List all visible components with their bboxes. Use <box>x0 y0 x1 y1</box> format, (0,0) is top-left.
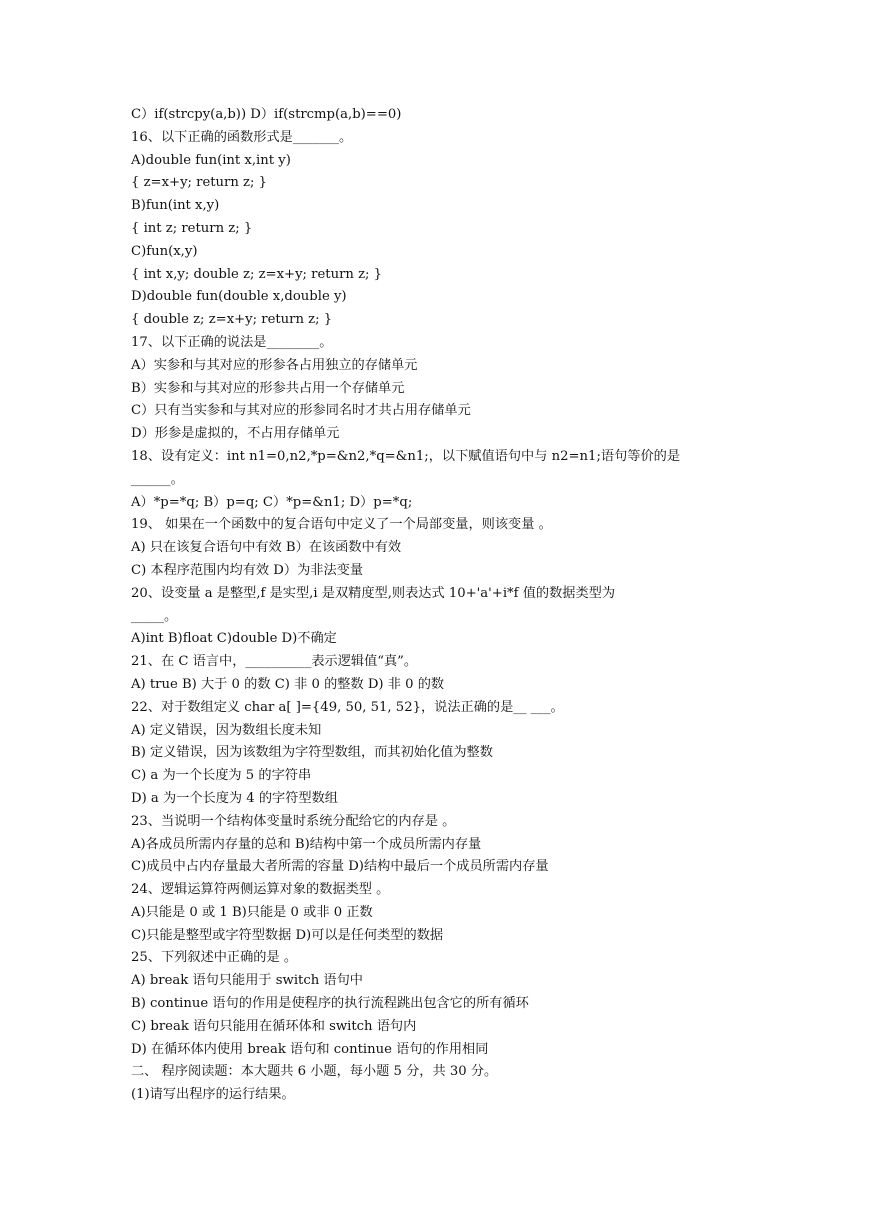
option-line: C)只能是整型或字符型数据 D)可以是任何类型的数据 <box>131 927 444 943</box>
option-line: A)int B)float C)double D)不确定 <box>131 631 337 647</box>
option-line: C) a 为一个长度为 5 的字符串 <box>131 768 312 784</box>
question-24: 24、逻辑运算符两侧运算对象的数据类型 。 <box>131 882 390 898</box>
option-line: A) 只在该复合语句中有效 B）在该函数中有效 <box>131 540 402 556</box>
code-line: { int x,y; double z; z=x+y; return z; } <box>131 266 383 282</box>
question-21: 21、在 C 语言中，__________表示逻辑值“真”。 <box>131 654 418 670</box>
question-19: 19、 如果在一个函数中的复合语句中定义了一个局部变量，则该变量 。 <box>131 517 552 533</box>
code-line: { double z; z=x+y; return z; } <box>131 312 333 328</box>
question-20: 20、设变量 a 是整型,f 是实型,i 是双精度型,则表达式 10+'a'+i*f 值的数据类型为 <box>131 585 616 601</box>
option-line: D)double fun(double x,double y) <box>131 289 347 305</box>
question-18: 18、设有定义：int n1=0,n2,*p=&n2,*q=&n1;，以下赋值语句中与 n2=n1;语句等价的是 <box>131 448 681 464</box>
document-page <box>131 104 851 1107</box>
question-22: 22、对于数组定义 char a[ ]={49, 50, 51, 52}，说法正确的是__ ___。 <box>131 699 564 715</box>
option-line: A)各成员所需内存量的总和 B)结构中第一个成员所需内存量 <box>131 836 482 852</box>
option-line: D) a 为一个长度为 4 的字符型数组 <box>131 790 338 806</box>
option-line: B) continue 语句的作用是使程序的执行流程跳出包含它的所有循环 <box>131 996 529 1012</box>
option-line: C) break 语句只能用在循环体和 switch 语句内 <box>131 1018 417 1034</box>
text-line: ______。 <box>131 471 184 487</box>
code-line: { int z; return z; } <box>131 220 253 236</box>
text-line: C）if(strcpy(a,b)) D）if(strcmp(a,b)==0) <box>131 107 402 122</box>
question-16: 16、以下正确的函数形式是_______。 <box>131 129 353 145</box>
subsection-heading: (1)请写出程序的运行结果。 <box>131 1087 295 1103</box>
option-line: A) 定义错误，因为数组长度未知 <box>131 722 322 738</box>
option-line: A）*p=*q; B）p=q; C）*p=&n1; D）p=*q; <box>131 494 413 510</box>
option-line: A) break 语句只能用于 switch 语句中 <box>131 973 363 989</box>
code-line: { z=x+y; return z; } <box>131 175 268 191</box>
option-line: A)只能是 0 或 1 B)只能是 0 或非 0 正数 <box>131 904 373 920</box>
option-line: B）实参和与其对应的形参共占用一个存储单元 <box>131 380 405 396</box>
option-line: C)fun(x,y) <box>131 243 198 259</box>
option-line: B)fun(int x,y) <box>131 198 220 214</box>
question-17: 17、以下正确的说法是________。 <box>131 334 333 350</box>
option-line: A）实参和与其对应的形参各占用独立的存储单元 <box>131 357 418 373</box>
option-line: B) 定义错误，因为该数组为字符型数组，而其初始化值为整数 <box>131 745 493 761</box>
option-line: C)成员中占内存量最大者所需的容量 D)结构中最后一个成员所需内存量 <box>131 859 549 875</box>
section-heading: 二、 程序阅读题：本大题共 6 小题，每小题 5 分，共 30 分。 <box>131 1064 498 1080</box>
option-line: D）形参是虚拟的，不占用存储单元 <box>131 426 340 442</box>
option-line: A) true B) 大于 0 的数 C) 非 0 的整数 D) 非 0 的数 <box>131 676 445 692</box>
option-line: D) 在循环体内使用 break 语句和 continue 语句的作用相同 <box>131 1041 489 1057</box>
question-25: 25、下列叙述中正确的是 。 <box>131 950 298 966</box>
option-line: C) 本程序范围内均有效 D）为非法变量 <box>131 562 364 578</box>
text-line: _____。 <box>131 608 178 624</box>
question-23: 23、当说明一个结构体变量时系统分配给它的内存是 。 <box>131 813 456 829</box>
option-line: A)double fun(int x,int y) <box>131 152 291 168</box>
option-line: C）只有当实参和与其对应的形参同名时才共占用存储单元 <box>131 403 471 419</box>
